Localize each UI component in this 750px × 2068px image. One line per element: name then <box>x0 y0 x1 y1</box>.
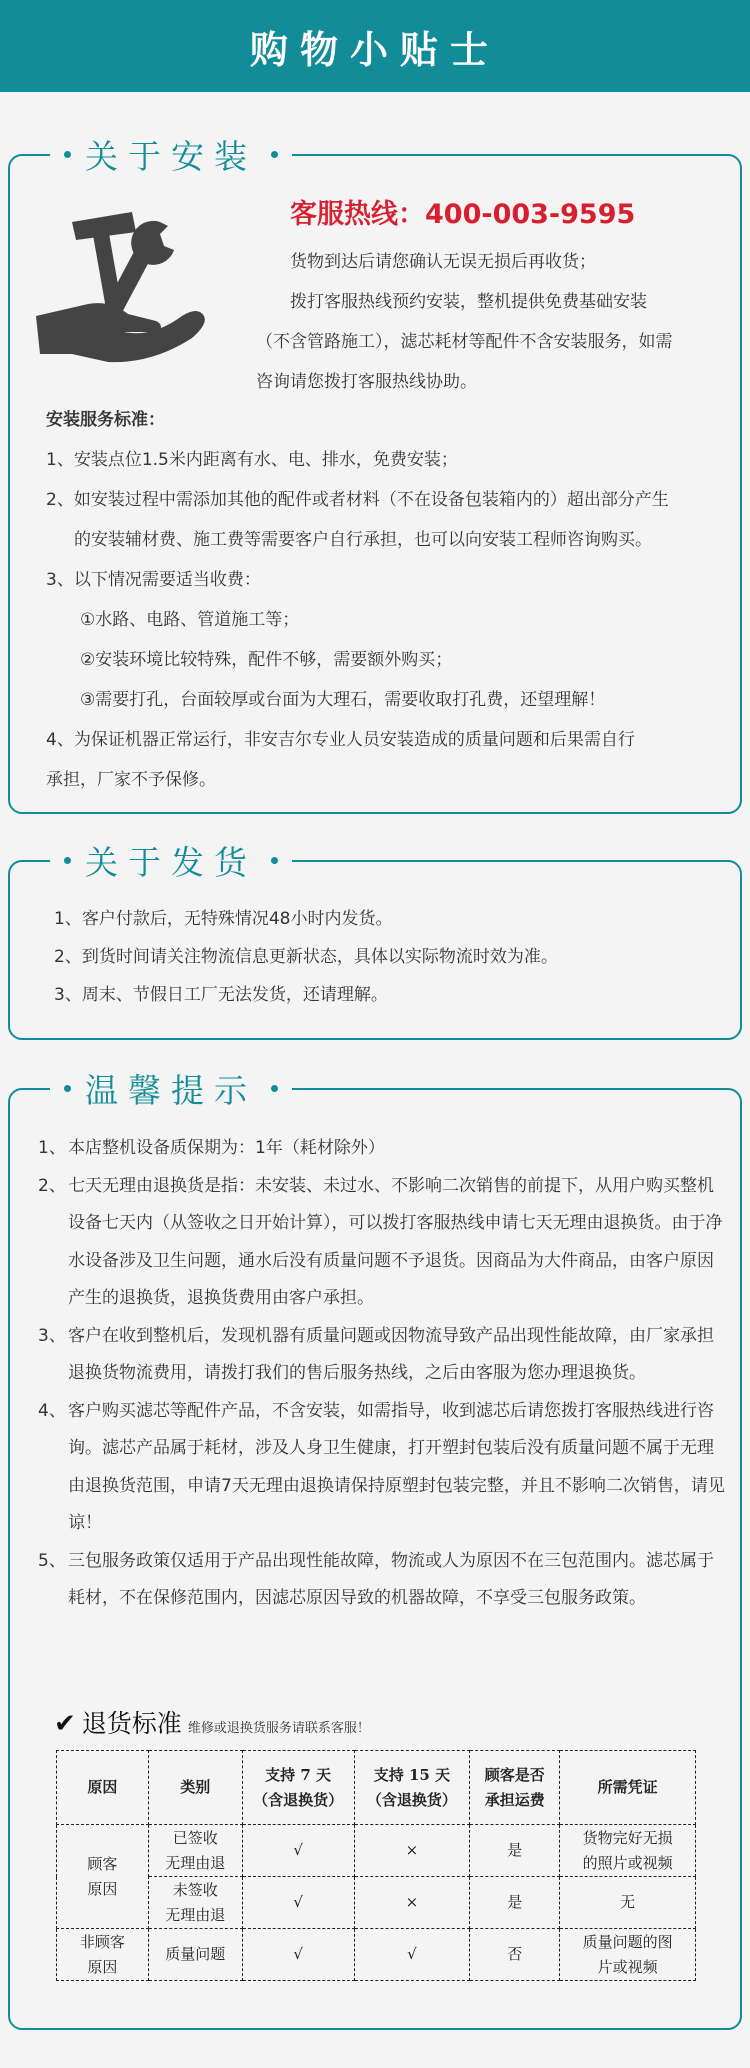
title-dot-left <box>64 1085 71 1092</box>
proof-cell: 货物完好无损 的照片或视频 <box>560 1825 696 1877</box>
tip-number: 3、 <box>38 1325 66 1346</box>
shipping-item: 2、到货时间请关注物流信息更新状态，具体以实际物流时效为准。 <box>54 947 558 967</box>
tip-number: 1、 <box>38 1138 66 1158</box>
tips-title <box>50 1066 292 1110</box>
tip-number: 2、 <box>38 1175 66 1196</box>
category-cell: 未签收 无理由退 <box>148 1877 242 1929</box>
shipping-panel <box>8 842 742 1040</box>
title-dot-left <box>64 857 71 864</box>
proof-cell: 无 <box>560 1877 696 1929</box>
install-heading: 关于安装 <box>85 136 257 176</box>
d15-cell: √ <box>354 1929 470 1981</box>
freight-cell: 是 <box>470 1877 560 1929</box>
d7-cell: √ <box>242 1825 354 1877</box>
intro-line: 咨询请您拨打客服热线协助。 <box>256 372 477 392</box>
header-cell: 支持 7 天 （含退换货） <box>242 1751 354 1825</box>
intro-line: 拨打客服热线预约安装，整机提供免费基础安装 <box>290 292 647 312</box>
tip-number: 4、 <box>38 1400 66 1421</box>
standard-item: 的安装辅材费、施工费等需要客户自行承担，也可以向安装工程师咨询购买。 <box>74 530 652 550</box>
d7-cell: √ <box>242 1877 354 1929</box>
returns-table <box>56 1750 696 1981</box>
table-row <box>57 1877 696 1929</box>
standard-item: 承担，厂家不予保修。 <box>46 770 216 790</box>
page-header <box>0 0 750 92</box>
title-dot-right <box>271 857 278 864</box>
tips-heading: 温馨提示 <box>85 1070 257 1110</box>
title-dot-right <box>271 151 278 158</box>
d7-cell: √ <box>242 1929 354 1981</box>
header-cell: 支持 15 天 （含退换货） <box>354 1751 470 1825</box>
standard-item: 3、以下情况需要适当收费： <box>46 570 261 590</box>
shipping-item: 3、周末、节假日工厂无法发货，还请理解。 <box>54 985 388 1005</box>
freight-cell: 否 <box>470 1929 560 1981</box>
table-header-row <box>57 1751 696 1825</box>
tip-item <box>38 1393 728 1543</box>
title-dot-right <box>271 1085 278 1092</box>
install-intro <box>256 242 726 402</box>
header-cell: 顾客是否 承担运费 <box>470 1751 560 1825</box>
standard-subitem: ②安装环境比较特殊，配件不够，需要额外购买； <box>80 650 453 670</box>
tip-text: 七天无理由退换货是指：未安装、未过水、不影响二次销售的前提下，从用户购买整机设备七天内（从签收之日开始计算），可以拨打客服热线申请七天无理由退换货。由于净水设备涉及卫生问题，通水后没有质量问题不予退货。因商品为大件商品，由客户原因产生的退换货，退换货费用由客户承担。 <box>68 1175 723 1308</box>
returns-heading <box>54 1704 370 1740</box>
proof-cell: 质量问题的图 片或视频 <box>560 1929 696 1981</box>
category-cell: 已签收 无理由退 <box>148 1825 242 1877</box>
tip-text: 本店整机设备质保期为：1年（耗材除外） <box>68 1138 385 1158</box>
d15-cell: × <box>354 1877 470 1929</box>
hand-tools-icon <box>32 204 212 364</box>
page-title: 购物小贴士 <box>249 27 500 72</box>
returns-title: 退货标准 <box>81 1709 182 1738</box>
tip-item <box>38 1168 728 1318</box>
header-cell: 所需凭证 <box>560 1751 696 1825</box>
tips-list <box>38 1130 728 1618</box>
standard-item: 2、如安装过程中需添加其他的配件或者材料（不在设备包装箱内的）超出部分产生 <box>46 490 669 510</box>
tip-number: 5、 <box>38 1550 66 1571</box>
tip-item <box>38 1543 728 1618</box>
tips-panel <box>8 1070 742 2030</box>
hotline-text: 客服热线：400-003-9595 <box>290 199 636 230</box>
tip-text: 客户购买滤芯等配件产品，不含安装，如需指导，收到滤芯后请您拨打客服热线进行咨询。滤芯产品属于耗材，涉及人身卫生健康，打开塑封包装后没有质量问题不属于无理由退换货范围，申请7天无理由退换请保持原塑封包装完整，并且不影响二次销售，请见谅！ <box>68 1400 725 1533</box>
table-row <box>57 1825 696 1877</box>
category-cell: 质量问题 <box>148 1929 242 1981</box>
returns-note: 维修或退换货服务请联系客服！ <box>187 1721 370 1736</box>
title-dot-left <box>64 151 71 158</box>
standard-subitem: ①水路、电路、管道施工等； <box>80 610 300 630</box>
standard-item: 4、为保证机器正常运行，非安吉尔专业人员安装造成的质量问题和后果需自行 <box>46 730 635 750</box>
tip-item <box>38 1318 728 1393</box>
reason-cell: 非顾客 原因 <box>57 1929 149 1981</box>
install-standards <box>46 400 726 800</box>
shipping-item: 1、客户付款后，无特殊情况48小时内发货。 <box>54 909 393 929</box>
checkmark-icon: ✔ <box>54 1709 76 1739</box>
shipping-list <box>54 900 714 1014</box>
table-row <box>57 1929 696 1981</box>
intro-line: （不含管路施工），滤芯耗材等配件不含安装服务，如需 <box>256 332 673 352</box>
tip-text: 三包服务政策仅适用于产品出现性能故障，物流或人为原因不在三包范围内。滤芯属于耗材，不在保修范围内，因滤芯原因导致的机器故障，不享受三包服务政策。 <box>68 1550 714 1608</box>
reason-cell: 顾客 原因 <box>57 1825 149 1929</box>
install-panel <box>8 136 742 814</box>
d15-cell: × <box>354 1825 470 1877</box>
tip-item <box>38 1130 728 1168</box>
standard-item: 1、安装点位1.5米内距离有水、电、排水，免费安装； <box>46 450 458 470</box>
header-cell: 原因 <box>57 1751 149 1825</box>
install-title <box>50 132 292 176</box>
tip-text: 客户在收到整机后，发现机器有质量问题或因物流导致产品出现性能故障，由厂家承担退换货物流费用，请拨打我们的售后服务热线，之后由客服为您办理退换货。 <box>68 1325 714 1383</box>
shipping-title <box>50 838 292 882</box>
standards-title: 安装服务标准： <box>46 410 165 430</box>
shipping-heading: 关于发货 <box>85 842 257 882</box>
freight-cell: 是 <box>470 1825 560 1877</box>
standard-subitem: ③需要打孔，台面较厚或台面为大理石，需要收取打孔费，还望理解！ <box>80 690 606 710</box>
intro-line: 货物到达后请您确认无误无损后再收货； <box>290 252 596 272</box>
header-cell: 类别 <box>148 1751 242 1825</box>
